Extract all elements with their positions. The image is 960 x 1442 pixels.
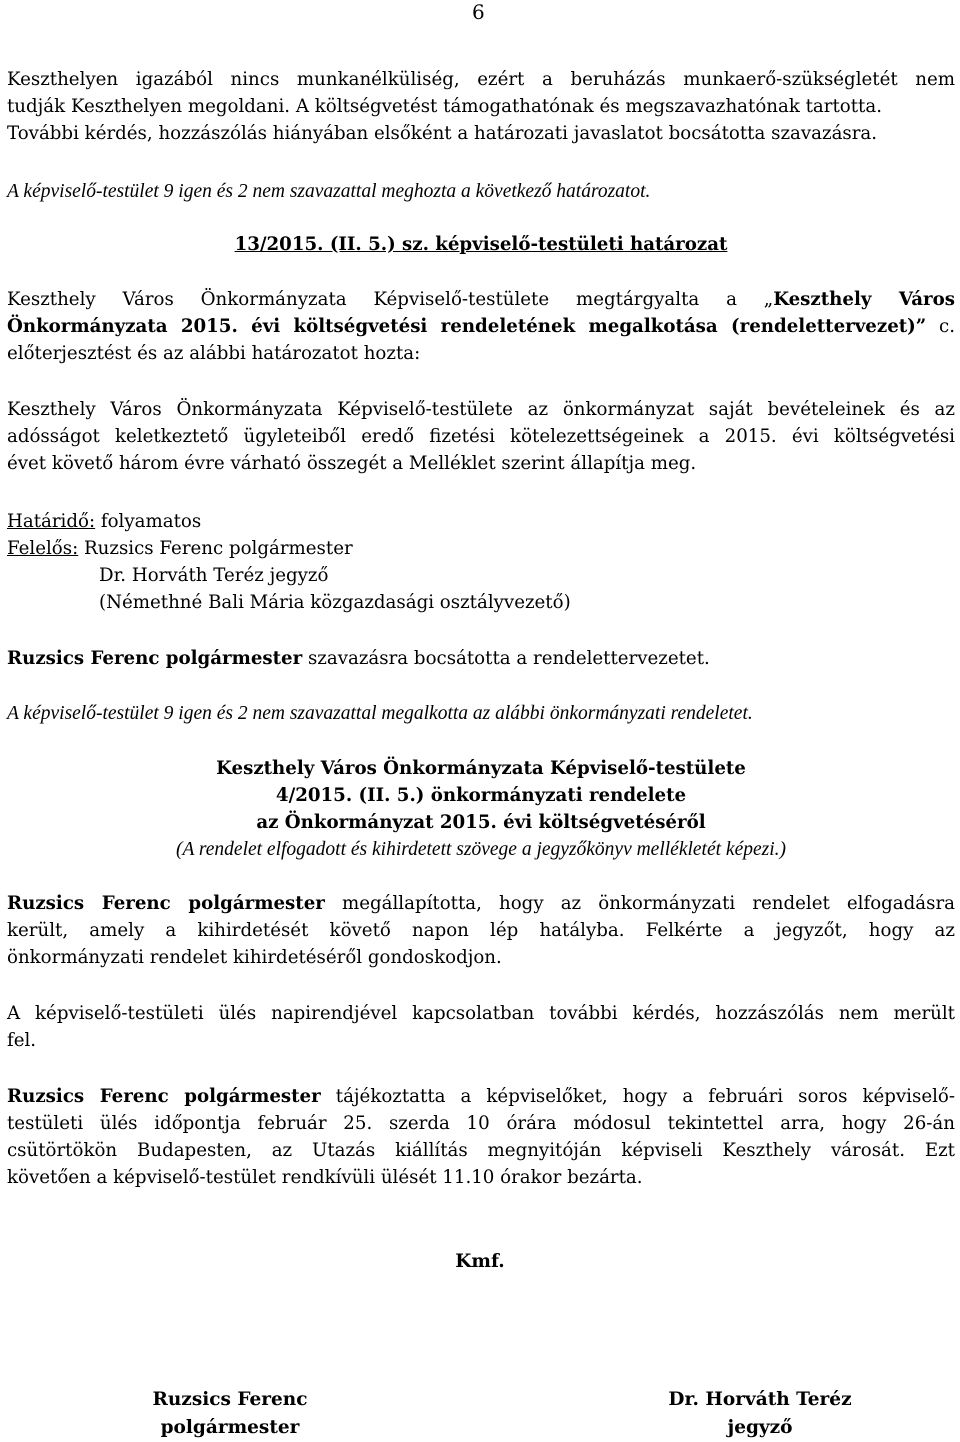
kmf-label: Kmf. <box>455 1251 505 1272</box>
page-number: 6 <box>472 0 485 24</box>
text-line: További kérdés, hozzászólás hiányában elsőként a határozati javaslatot bocsátotta szavazásra. <box>7 123 878 144</box>
signature-name: Ruzsics Ferenc <box>152 1389 308 1410</box>
text-line: követően a képviselő-testület rendkívüli ülését 11.10 órakor bezárta. <box>7 1167 643 1188</box>
signature-left <box>110 1386 350 1442</box>
decree-title-line-3: az Önkormányzat 2015. évi költségvetéséről <box>256 812 706 833</box>
bold-span: Ruzsics Ferenc polgármester <box>7 648 303 669</box>
decree-title-line-1: Keszthely Város Önkormányzata Képviselő-testülete <box>216 758 746 779</box>
text-line: önkormányzati rendelet kihirdetéséről gondoskodjon. <box>7 947 502 968</box>
bold-span: Ruzsics Ferenc polgármester <box>7 893 325 914</box>
signature-title: polgármester <box>160 1417 300 1438</box>
text-line: tudják Keszthelyen megoldani. A költségvetést támogathatónak és megszavazhatónak tartotta. <box>7 96 882 117</box>
decree-note: (A rendelet elfogadott és kihirdetett szövege a jegyzőkönyv mellékletét képezi.) <box>175 839 787 860</box>
text-span: tájékoztatta a képviselőket, hogy a februári soros képviselő- <box>320 1086 955 1107</box>
text-span: megállapította, hogy az önkormányzati rendelet elfogadásra <box>324 893 956 914</box>
text-line: fel. <box>7 1030 37 1051</box>
responsible-line-3: (Némethné Bali Mária közgazdasági osztályvezető) <box>99 592 571 613</box>
decree-effect-paragraph <box>7 890 955 971</box>
text-span: szavazásra bocsátotta a rendelettervezetet. <box>302 648 710 669</box>
text-line: Keszthelyen igazából nincs munkanélküliség, ezért a beruházás munkaerő-szükségletét nem <box>7 69 955 90</box>
bold-span: Keszthely Város <box>773 289 956 310</box>
text-line <box>7 890 955 917</box>
decree-title-line-2: 4/2015. (II. 5.) önkormányzati rendelete <box>275 785 687 806</box>
deadline-label: Határidő: <box>7 511 96 532</box>
resolution-body-paragraph <box>7 396 955 477</box>
signature-title: jegyző <box>727 1417 793 1438</box>
vote-statement-2: A képviselő-testület 9 igen és 2 nem szavazattal megalkotta az alábbi önkormányzati rendeletet. <box>7 703 753 724</box>
intro-paragraph <box>7 66 955 147</box>
signature-name: Dr. Horváth Teréz <box>668 1389 852 1410</box>
text-line: A képviselő-testületi ülés napirendjével kapcsolatban további kérdés, hozzászólás nem merült <box>7 1003 955 1024</box>
bold-span: Önkormányzata 2015. évi költségvetési rendeletének megalkotása (rendelettervezet)” <box>7 316 927 337</box>
signature-right <box>640 1386 880 1442</box>
text-line: testületi ülés időpontja február 25. szerda 10 órára módosul tekintettel arra, hogy 26-án <box>7 1113 955 1134</box>
responsible-line <box>7 535 955 562</box>
text-line: adósságot keletkeztető ügyleteiből eredő fizetési kötelezettségeinek a 2015. évi költségvetési <box>7 426 955 447</box>
text-span: c. <box>926 316 956 337</box>
text-line: csütörtökön Budapesten, az Utazás kiállítás megnyitóján képviseli Keszthely városát. Ezt <box>7 1140 955 1161</box>
text-line: előterjesztést és az alábbi határozatot hozta: <box>7 343 421 364</box>
deadline-responsible-block <box>7 508 955 616</box>
resolution-intro-paragraph <box>7 286 955 367</box>
responsible-value: Ruzsics Ferenc polgármester <box>78 538 353 559</box>
text-line: Keszthely Város Önkormányzata Képviselő-testülete az önkormányzat saját bevételeinek és az <box>7 399 955 420</box>
mayor-vote-paragraph <box>7 645 955 672</box>
text-line: évet követő három évre várható összegét a Melléklet szerint állapítja meg. <box>7 453 697 474</box>
text-span: Keszthely Város Önkormányzata Képviselő-testülete megtárgyalta a „ <box>7 289 774 310</box>
text-line <box>7 1083 955 1110</box>
decree-block <box>7 755 955 863</box>
text-line <box>7 313 955 340</box>
agenda-closing-paragraph <box>7 1000 955 1054</box>
deadline-value: folyamatos <box>95 511 202 532</box>
text-line: került, amely a kihirdetését követő napon lép hatályba. Felkérte a jegyzőt, hogy az <box>7 920 955 941</box>
bold-span: Ruzsics Ferenc polgármester <box>7 1086 321 1107</box>
resolution-title: 13/2015. (II. 5.) sz. képviselő-testületi határozat <box>234 234 728 255</box>
deadline-line <box>7 508 955 535</box>
text-line <box>7 286 955 313</box>
vote-statement-1: A képviselő-testület 9 igen és 2 nem szavazattal meghozta a következő határozatot. <box>7 181 651 202</box>
responsible-line-2: Dr. Horváth Teréz jegyző <box>99 565 329 586</box>
responsible-label: Felelős: <box>7 538 79 559</box>
meeting-info-paragraph <box>7 1083 955 1191</box>
